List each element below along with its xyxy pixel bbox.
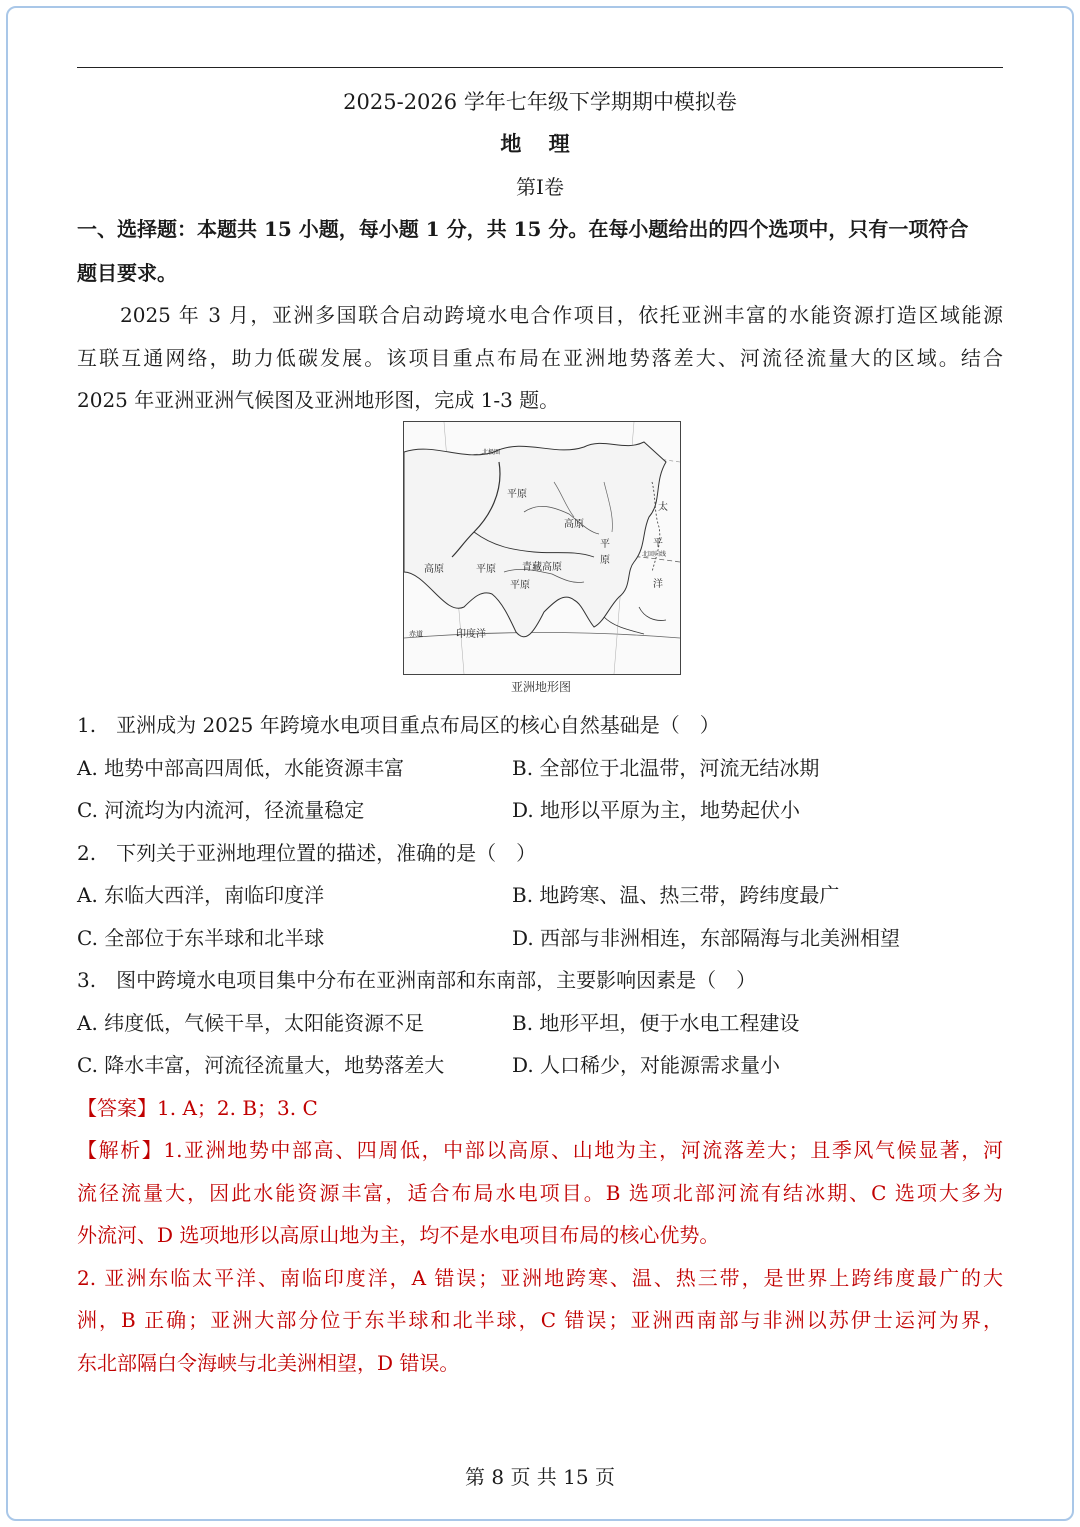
- question-3-option-b: B. 地形平坦，便于水电工程建设: [512, 1011, 800, 1035]
- analysis-line: [77, 1134, 1003, 1163]
- map-label-plain: 平: [600, 539, 610, 550]
- map-label-plateau: 高原: [424, 564, 444, 575]
- volume-label: 第I卷: [516, 175, 564, 199]
- passage-line: 互联互通网络，助力低碳发展。该项目重点布局在亚洲地势落差大、河流径流量大的区域。结合: [77, 346, 1003, 370]
- question-1-option-d: D. 地形以平原为主，地势起伏小: [512, 798, 801, 822]
- analysis-line: 外流河、D 选项地形以高原山地为主，均不是水电项目布局的核心优势。: [77, 1223, 720, 1247]
- question-3-option-d: D. 人口稀少，对能源需求量小: [512, 1053, 781, 1077]
- question-1-option-b: B. 全部位于北温带，河流无结冰期: [512, 756, 820, 780]
- question-3-option-a: A. 纬度低，气候干旱，太阳能资源不足: [77, 1011, 425, 1035]
- question-2-option-d: D. 西部与非洲相连，东部隔海与北美洲相望: [512, 926, 901, 950]
- map-label-plain: 原: [600, 555, 610, 566]
- question-stem-2: 2. 下列关于亚洲地理位置的描述，准确的是（ ）: [77, 841, 537, 865]
- question-stem-3: 3. 图中跨境水电项目集中分布在亚洲南部和东南部，主要影响因素是（ ）: [77, 968, 757, 992]
- subject-title: 地 理: [500, 131, 580, 156]
- answer-label: 【答案】: [77, 1096, 157, 1120]
- page-number: 第 8 页 共 15 页: [465, 1465, 615, 1489]
- section-heading: 一、选择题：本题共 15 小题，每小题 1 分，共 15 分。在每小题给出的四个选项中，只有一项符合: [77, 217, 969, 241]
- passage-line: 2025 年亚洲亚洲气候图及亚洲地形图，完成 1-3 题。: [77, 388, 560, 412]
- map-label-plain: 平原: [510, 580, 530, 591]
- analysis-line: 洲，B 正确；亚洲大部分位于东半球和北半球，C 错误；亚洲西南部与非洲以苏伊士运河为界，: [77, 1308, 1003, 1332]
- passage-line: 2025 年 3 月，亚洲多国联合启动跨境水电合作项目，依托亚洲丰富的水能资源打造区域能源: [120, 303, 1003, 327]
- analysis-line: 流径流量大，因此水能资源丰富，适合布局水电项目。B 选项北部河流有结冰期、C 选项大多为: [77, 1181, 1003, 1205]
- header-rule: [77, 67, 1003, 68]
- map-label-pacific: 洋: [653, 579, 663, 590]
- map-label-indian-ocean: 印度洋: [456, 629, 486, 640]
- question-2-option-c: C. 全部位于东半球和北半球: [77, 926, 325, 950]
- question-stem-1: 1. 亚洲成为 2025 年跨境水电项目重点布局区的核心自然基础是（ ）: [77, 713, 720, 737]
- analysis-label: 【解析】: [77, 1138, 164, 1162]
- question-2-option-a: A. 东临大西洋，南临印度洋: [77, 883, 325, 907]
- analysis-line: 东北部隔白令海峡与北美洲相望，D 错误。: [77, 1351, 460, 1375]
- map-label-pacific: 太: [658, 502, 668, 513]
- section-heading-cont: 题目要求。: [77, 261, 177, 285]
- map-caption: 亚洲地形图: [510, 680, 571, 694]
- analysis-text: 1.亚洲地势中部高、四周低，中部以高原、山地为主，河流落差大；且季风气候显著，河: [163, 1138, 1003, 1162]
- answer-line: [77, 1092, 318, 1121]
- map-label-plateau: 高原: [564, 519, 584, 530]
- exam-title: 2025-2026 学年七年级下学期期中模拟卷: [343, 90, 737, 114]
- asia-terrain-map: [403, 421, 681, 675]
- map-drawing: [404, 422, 680, 674]
- map-label-qinghai-tibet: 青藏高原: [522, 562, 562, 573]
- question-2-option-b: B. 地跨寒、温、热三带，跨纬度最广: [512, 883, 840, 907]
- question-3-option-c: C. 降水丰富，河流径流量大，地势落差大: [77, 1053, 445, 1077]
- map-label-arctic: 北极圈: [482, 449, 501, 456]
- map-label-plain: 平原: [507, 489, 527, 500]
- answer-text: 1. A；2. B；3. C: [157, 1096, 318, 1120]
- analysis-line: 2. 亚洲东临太平洋、南临印度洋，A 错误；亚洲地跨寒、温、热三带，是世界上跨纬度最广的大: [77, 1266, 1003, 1290]
- question-1-option-a: A. 地势中部高四周低，水能资源丰富: [77, 756, 405, 780]
- map-label-tropic: 北回归线: [642, 551, 667, 558]
- map-label-plain: 平原: [476, 564, 496, 575]
- question-1-option-c: C. 河流均为内流河，径流量稳定: [77, 798, 365, 822]
- map-label-pacific: 平: [653, 538, 663, 549]
- map-label-equator: 赤道: [409, 630, 423, 638]
